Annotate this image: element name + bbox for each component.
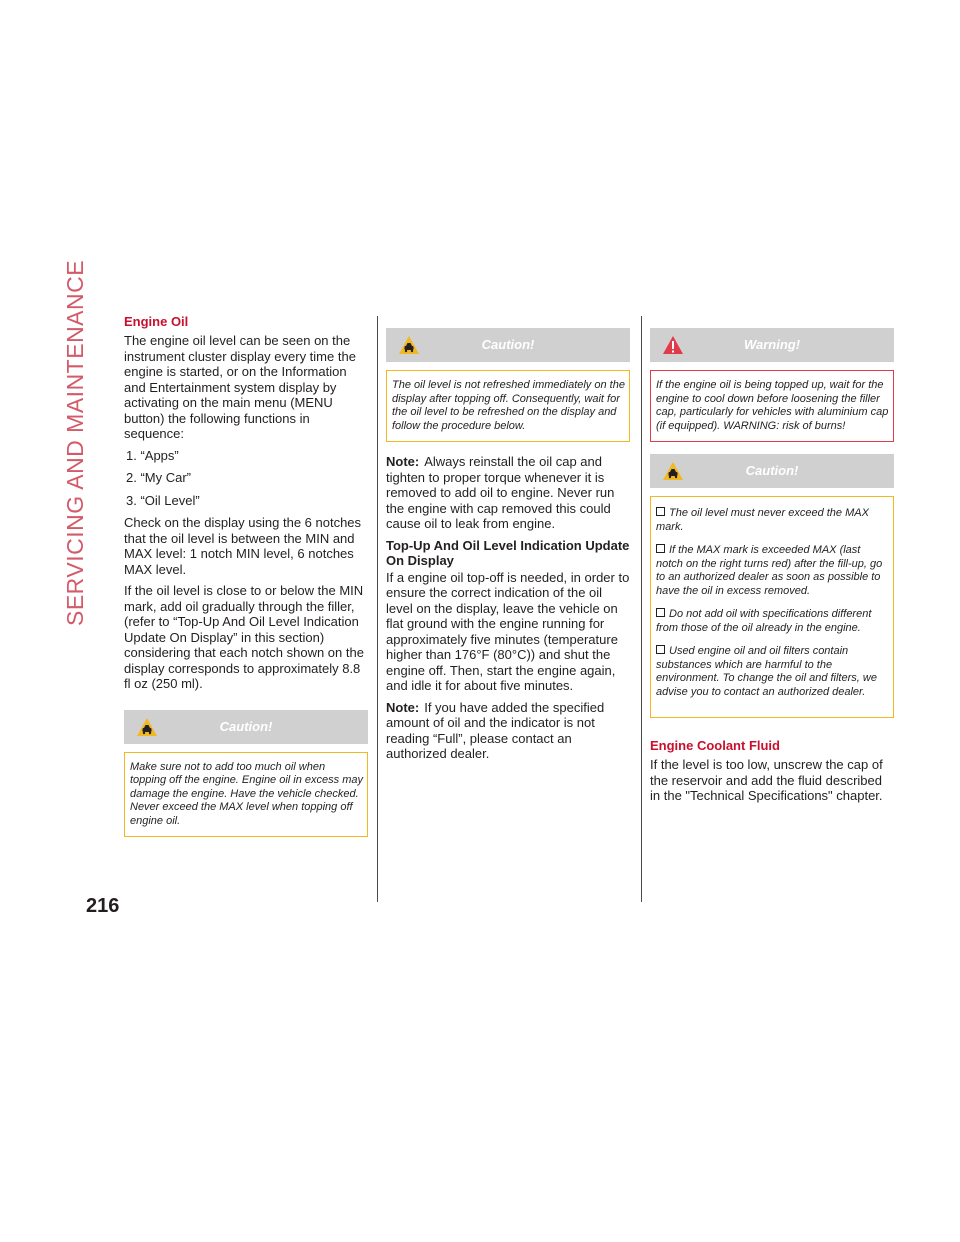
- engine-oil-intro: The engine oil level can be seen on the instrument cluster display every time the engine is started, or on the Information and Entertainment system display by activating on the main menu (MENU button) the following functions in sequence:: [124, 333, 356, 441]
- page-number: 216: [86, 895, 120, 917]
- checkbox-bullet-icon: [656, 544, 665, 553]
- top-up-subheading: Top-Up And Oil Level Indication Update On Display: [386, 537, 630, 568]
- checkbox-bullet-icon: [656, 645, 665, 654]
- checkbox-bullet-icon: [656, 608, 665, 617]
- engine-oil-heading: Engine Oil: [124, 314, 189, 329]
- column-divider: [641, 316, 642, 902]
- column-2: [386, 314, 630, 768]
- note-label: Note:: [386, 454, 420, 469]
- warning-header: [650, 328, 894, 362]
- step-item: 2. “My Car”: [126, 470, 191, 485]
- caution-title: Caution!: [745, 463, 799, 478]
- warning-title: Warning!: [743, 337, 801, 352]
- caution-title: Caution!: [219, 718, 273, 734]
- caution-header: [650, 454, 894, 488]
- caution-bullet-list: [650, 496, 894, 718]
- note-paragraph: [386, 454, 630, 532]
- oil-notches-paragraph: Check on the display using the 6 notches that the oil level is between the MIN and MAX level: 1 notch MIN level, 6 notches MAX level.: [124, 515, 362, 577]
- note-paragraph: [386, 700, 630, 762]
- step-item: 1. “Apps”: [126, 447, 179, 463]
- list-item: If the MAX mark is exceeded MAX (last notch on the right turns red) after the fill-up, go to an authorized dealer as soon as possible to have the oil in excess removed.: [656, 544, 883, 597]
- list-item: The oil level must never exceed the MAX mark.: [656, 507, 869, 533]
- list-item: Do not add oil with specifications different from those of the oil already in the engine.: [656, 608, 872, 634]
- coolant-paragraph: If the level is too low, unscrew the cap of the reservoir and add the fluid described in the "Technical Specifications" chapter.: [650, 757, 883, 803]
- section-side-title: SERVICING AND MAINTENANCE: [62, 259, 88, 626]
- note-text: Always reinstall the oil cap and tighten to proper torque whenever it is removed to add oil to engine. Never run the engine with cap removed this could cause oil to leak from engine.: [386, 454, 615, 531]
- checkbox-bullet-icon: [656, 507, 665, 516]
- caution-header: [386, 328, 630, 362]
- column-divider: [377, 316, 378, 902]
- top-up-paragraph: If a engine oil top-off is needed, in order to ensure the correct indication of the oil level on the display, leave the vehicle on flat ground with the engine running for approximately five minutes (temperature higher than 176°F (80°C)) and shut the engine off. Then, start the engine again, and idle it for about five minutes.: [386, 569, 630, 693]
- list-item: Used engine oil and oil filters contain substances which are harmful to the environment. To change the oil and filters, we advise you to contact an authorized dealer.: [656, 645, 877, 698]
- caution-text: The oil level is not refreshed immediately on the display after topping off. Consequently, wait for the oil level to be refreshed on the display and follow the procedure below.: [386, 370, 630, 442]
- caution-text: Make sure not to add too much oil when topping off the engine. Engine oil in excess may damage the engine. Have the vehicle checked. Never exceed the MAX level when topping off engine oil.: [124, 752, 368, 838]
- coolant-heading: Engine Coolant Fluid: [650, 738, 780, 753]
- note-text: If you have added the specified amount of oil and the indicator is not reading “Full”, please contact an authorized dealer.: [386, 699, 605, 761]
- caution-title: Caution!: [481, 337, 535, 352]
- step-item: 3. “Oil Level”: [126, 492, 200, 508]
- caution-header: [124, 710, 368, 744]
- oil-add-paragraph: If the oil level is close to or below the MIN mark, add oil gradually through the filler, (refer to “Top-Up And Oil Level Indication Update On Display” in this section) considering that each notch shown on the display corresponds to approximately 8.8 fl oz (250 ml).: [124, 583, 364, 691]
- column-1: [124, 314, 368, 837]
- warning-text: If the engine oil is being topped up, wait for the engine to cool down before loosening the filler cap, particularly for vehicles with aluminium cap (if equipped). WARNING: risk of burns!: [650, 370, 894, 442]
- column-3: [650, 314, 894, 810]
- note-label: Note:: [386, 699, 420, 715]
